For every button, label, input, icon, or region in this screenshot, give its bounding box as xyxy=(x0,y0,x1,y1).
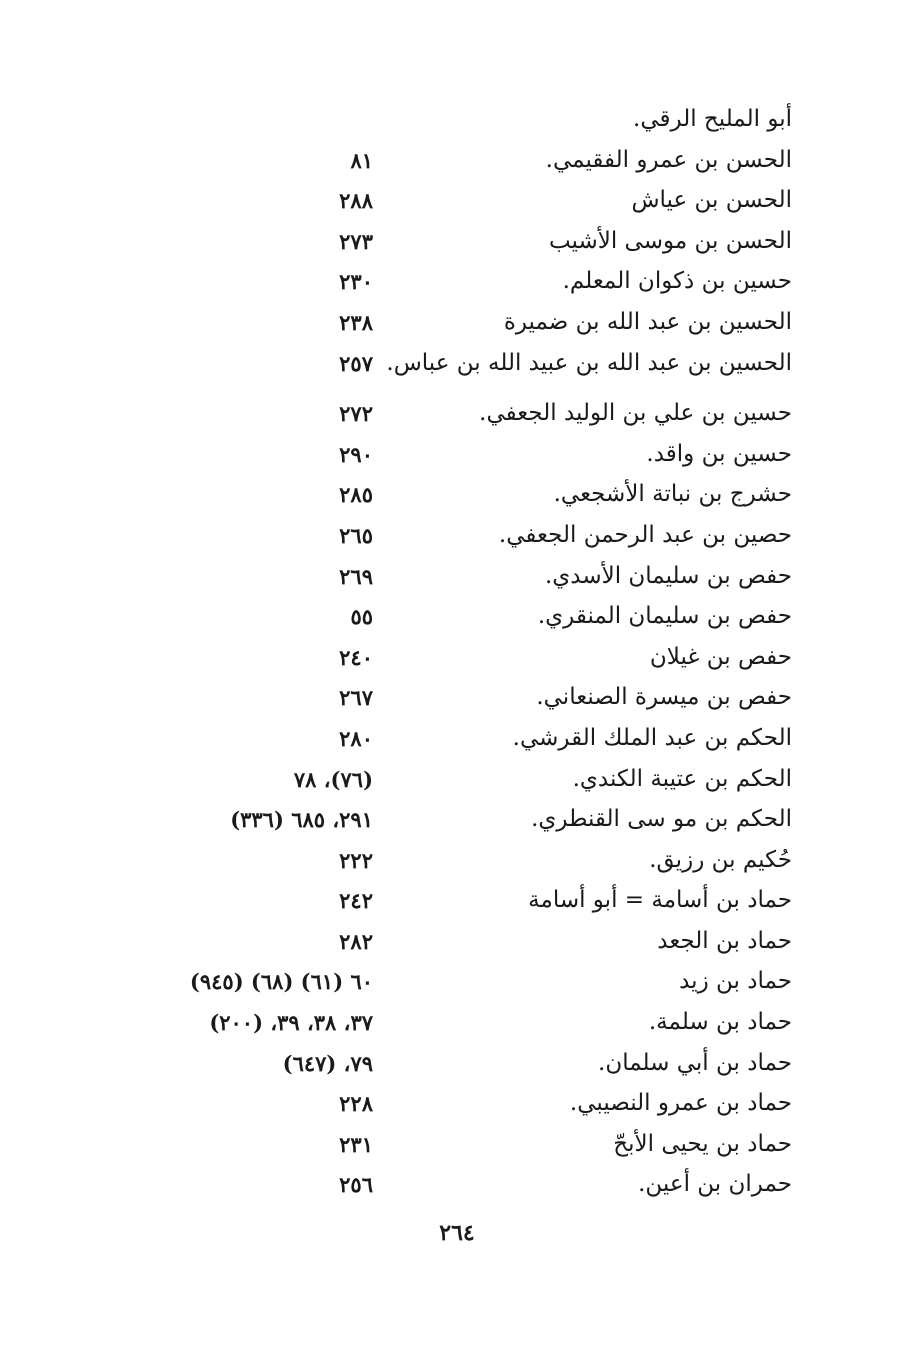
narrator-name: حماد بن أبي سلمان. xyxy=(598,1049,792,1076)
narrator-name: حماد بن سلمة. xyxy=(648,1009,792,1036)
index-entry xyxy=(0,344,918,385)
narrator-name: أبو المليح الرقي. xyxy=(633,106,792,132)
hadith-refs: ٢٥٧ xyxy=(339,350,373,376)
index-entry xyxy=(0,1003,918,1044)
index-list xyxy=(0,100,918,1206)
hadith-refs: ٢٨٨ xyxy=(339,188,373,214)
hadith-refs: ٧٩، (٦٤٧) xyxy=(282,1050,373,1076)
index-entry xyxy=(0,516,918,557)
hadith-refs: ٢٩٠ xyxy=(339,441,373,467)
hadith-refs: ٢٢٨ xyxy=(339,1091,373,1117)
index-entry xyxy=(0,181,918,222)
narrator-name: الحسين بن عبد الله بن ضميرة xyxy=(503,308,792,335)
narrator-name: حماد بن زيد xyxy=(679,968,792,995)
index-entry xyxy=(0,100,918,141)
narrator-name: حمران بن أعين. xyxy=(638,1171,792,1198)
hadith-refs: ٢٩١، ٦٨٥ (٣٣٦) xyxy=(230,807,373,833)
index-entry xyxy=(0,303,918,344)
hadith-refs: ٢٤٠ xyxy=(339,644,373,670)
hadith-refs: ٢٣١ xyxy=(339,1131,373,1157)
index-entry xyxy=(0,678,918,719)
hadith-refs: ٢٦٥ xyxy=(339,522,373,548)
hadith-refs: ٢٥٦ xyxy=(339,1172,373,1198)
narrator-name: الحسن بن موسى الأشيب xyxy=(548,227,792,254)
hadith-refs: ٢٣٨ xyxy=(339,309,373,335)
index-entry xyxy=(0,922,918,963)
index-entry xyxy=(0,962,918,1003)
index-entry xyxy=(0,719,918,760)
hadith-refs: ٢٨٢ xyxy=(339,928,373,954)
hadith-refs: ٢٨٥ xyxy=(339,482,373,508)
narrator-name: حماد بن الجعد xyxy=(657,927,792,954)
narrator-name: حصين بن عبد الرحمن الجعفي. xyxy=(498,521,792,548)
hadith-refs: ٢٨٠ xyxy=(339,725,373,751)
narrator-name: الحكم بن عبد الملك القرشي. xyxy=(512,724,792,751)
index-entry xyxy=(0,394,918,435)
hadith-refs: ٥٥ xyxy=(350,604,373,630)
narrator-name: حفص بن سليمان الأسدي. xyxy=(544,562,792,589)
index-entry xyxy=(0,638,918,679)
index-entry xyxy=(0,1125,918,1166)
hadith-refs: ٢٣٠ xyxy=(339,269,373,295)
narrator-name: حماد بن عمرو النصيبي. xyxy=(569,1090,792,1117)
hadith-refs: ٣٧، ٣٨، ٣٩، (٢٠٠) xyxy=(209,1010,373,1036)
index-entry xyxy=(0,475,918,516)
index-entry xyxy=(0,1084,918,1125)
hadith-refs: (٧٦)، ٧٨ xyxy=(293,766,373,792)
hadith-refs: ٢٧٣ xyxy=(339,228,373,254)
narrator-name: حُكيم بن رزيق. xyxy=(649,846,792,873)
index-entry xyxy=(0,881,918,922)
index-entry xyxy=(0,435,918,476)
index-entry xyxy=(0,841,918,882)
narrator-name: حفص بن غيلان xyxy=(649,643,792,670)
hadith-refs: ٢٧٢ xyxy=(339,401,373,427)
narrator-name: حفص بن ميسرة الصنعاني. xyxy=(536,684,792,711)
narrator-name: حسين بن ذكوان المعلم. xyxy=(562,268,792,295)
hadith-refs: ٢٢٢ xyxy=(339,847,373,873)
narrator-name: حماد بن أسامة = أبو أسامة xyxy=(528,887,792,914)
narrator-name: الحسن بن عمرو الفقيمي. xyxy=(545,146,792,173)
narrator-name: حسين بن واقد. xyxy=(646,440,792,467)
narrator-name: حفص بن سليمان المنقري. xyxy=(537,603,792,630)
index-entry xyxy=(0,141,918,182)
narrator-name: حشرج بن نباتة الأشجعي. xyxy=(553,481,792,508)
index-entry xyxy=(0,800,918,841)
hadith-refs: ٦٠ (٦١) (٦٨) (٩٤٥) xyxy=(189,969,373,995)
index-entry xyxy=(0,760,918,801)
index-entry xyxy=(0,222,918,263)
narrator-name: الحكم بن مو سى القنطري. xyxy=(531,806,792,833)
index-entry xyxy=(0,1165,918,1206)
index-entry xyxy=(0,262,918,303)
index-entry xyxy=(0,1044,918,1085)
narrator-name: حماد بن يحيى الأبحّ xyxy=(613,1130,792,1157)
narrator-name: الحكم بن عتيبة الكندي. xyxy=(572,765,792,792)
hadith-refs: ٢٦٩ xyxy=(339,563,373,589)
narrator-name: حسين بن علي بن الوليد الجعفي. xyxy=(479,400,792,427)
index-entry xyxy=(0,557,918,598)
index-entry xyxy=(0,597,918,638)
hadith-refs: ٢٤٢ xyxy=(339,888,373,914)
hadith-refs: ٨١ xyxy=(350,147,373,173)
hadith-refs: ٢٦٧ xyxy=(339,685,373,711)
page-number: ٢٦٤ xyxy=(439,1220,475,1246)
narrator-name: الحسن بن عياش xyxy=(631,187,792,214)
narrator-name: الحسين بن عبد الله بن عبيد الله بن عباس. xyxy=(386,349,792,376)
